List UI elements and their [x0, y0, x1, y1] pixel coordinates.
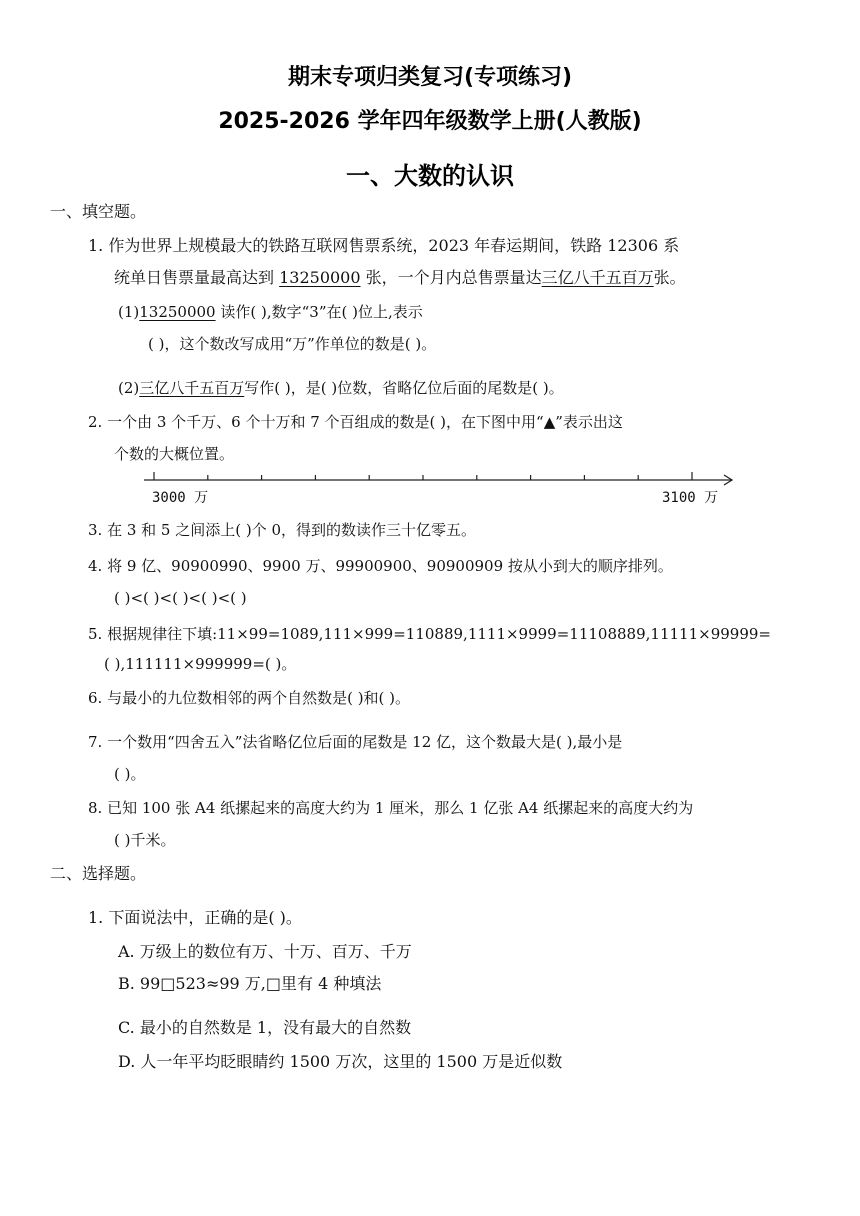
q1-line2	[114, 266, 686, 290]
number-line	[140, 468, 740, 508]
q1-sub2-text: 写作( )，是( )位数，省略亿位后面的尾数是( )。	[244, 379, 564, 397]
q1-sub2-number: 三亿八千五百万	[139, 379, 245, 397]
q2-line2: 个数的大概位置。	[114, 445, 235, 463]
q1-sub1-line2: ( )，这个数改写成用“万”作单位的数是( )。	[148, 335, 437, 353]
choice-option-c: C. 最小的自然数是 1，没有最大的自然数	[118, 1018, 412, 1037]
section-choice-label: 二、选择题。	[50, 864, 147, 883]
q1-sub2-line	[118, 376, 564, 400]
q1-sub1-line1	[118, 300, 423, 324]
worksheet-subtitle: 2025-2026 学年四年级数学上册(人教版)	[218, 109, 642, 134]
q1-sub1-number: 13250000	[139, 303, 216, 321]
q4-line1: 4. 将 9 亿、90900990、9900 万、99900900、90900909 按从小到大的顺序排列。	[88, 557, 673, 575]
q7-line2: ( )。	[114, 765, 146, 783]
q5-line2: ( ),111111×999999=( )。	[104, 655, 297, 673]
q8-line2: ( )千米。	[114, 831, 176, 849]
choice-option-d: D. 人一年平均眨眼睛约 1500 万次，这里的 1500 万是近似数	[118, 1052, 563, 1071]
q1-sub2-index: (2)	[118, 379, 140, 397]
number-line-ticks	[154, 472, 692, 480]
q1-line1: 1. 作为世界上规模最大的铁路互联网售票系统，2023 年春运期间，铁路 12306 系	[88, 236, 680, 255]
worksheet-title: 期末专项归类复习(专项练习)	[287, 65, 573, 90]
q1-number-underlined: 13250000	[279, 268, 361, 287]
choice-option-a: A. 万级上的数位有万、十万、百万、千万	[118, 942, 412, 961]
q2-line1: 2. 一个由 3 个千万、6 个十万和 7 个百组成的数是( )，在下图中用“▲”表示出这	[88, 413, 623, 431]
q1-sub1-text: 读作( ),数字“3”在( )位上,表示	[215, 303, 423, 321]
q4-line2: ( )<( )<( )<( )<( )	[114, 589, 247, 607]
q1-text: 张。	[653, 268, 686, 287]
q6-line: 6. 与最小的九位数相邻的两个自然数是( )和( )。	[88, 689, 411, 707]
q3-line: 3. 在 3 和 5 之间添上( )个 0，得到的数读作三十亿零五。	[88, 521, 477, 539]
section-fill-blank-label: 一、填空题。	[50, 202, 147, 221]
q8-line1: 8. 已知 100 张 A4 纸摞起来的高度大约为 1 厘米，那么 1 亿张 A4 纸摞起来的高度大约为	[88, 799, 694, 817]
number-line-left-label: 3000 万	[152, 490, 209, 506]
q1-text: 统单日售票量最高达到	[114, 268, 280, 287]
q7-line1: 7. 一个数用“四舍五入”法省略亿位后面的尾数是 12 亿，这个数最大是( ),最小是	[88, 733, 623, 751]
choice-q1-stem: 1. 下面说法中，正确的是( )。	[88, 908, 302, 927]
q1-sub1-index: (1)	[118, 303, 140, 321]
unit-title: 一、大数的认识	[346, 162, 514, 190]
q1-chinese-number-underlined: 三亿八千五百万	[541, 268, 654, 287]
number-line-right-label: 3100 万	[662, 490, 719, 506]
q1-text: 张，一个月内总售票量达	[360, 268, 542, 287]
q5-line1: 5. 根据规律往下填:11×99=1089,111×999=110889,1111×9999=11108889,11111×99999=	[88, 625, 771, 643]
choice-option-b: B. 99□523≈99 万,□里有 4 种填法	[118, 974, 382, 993]
